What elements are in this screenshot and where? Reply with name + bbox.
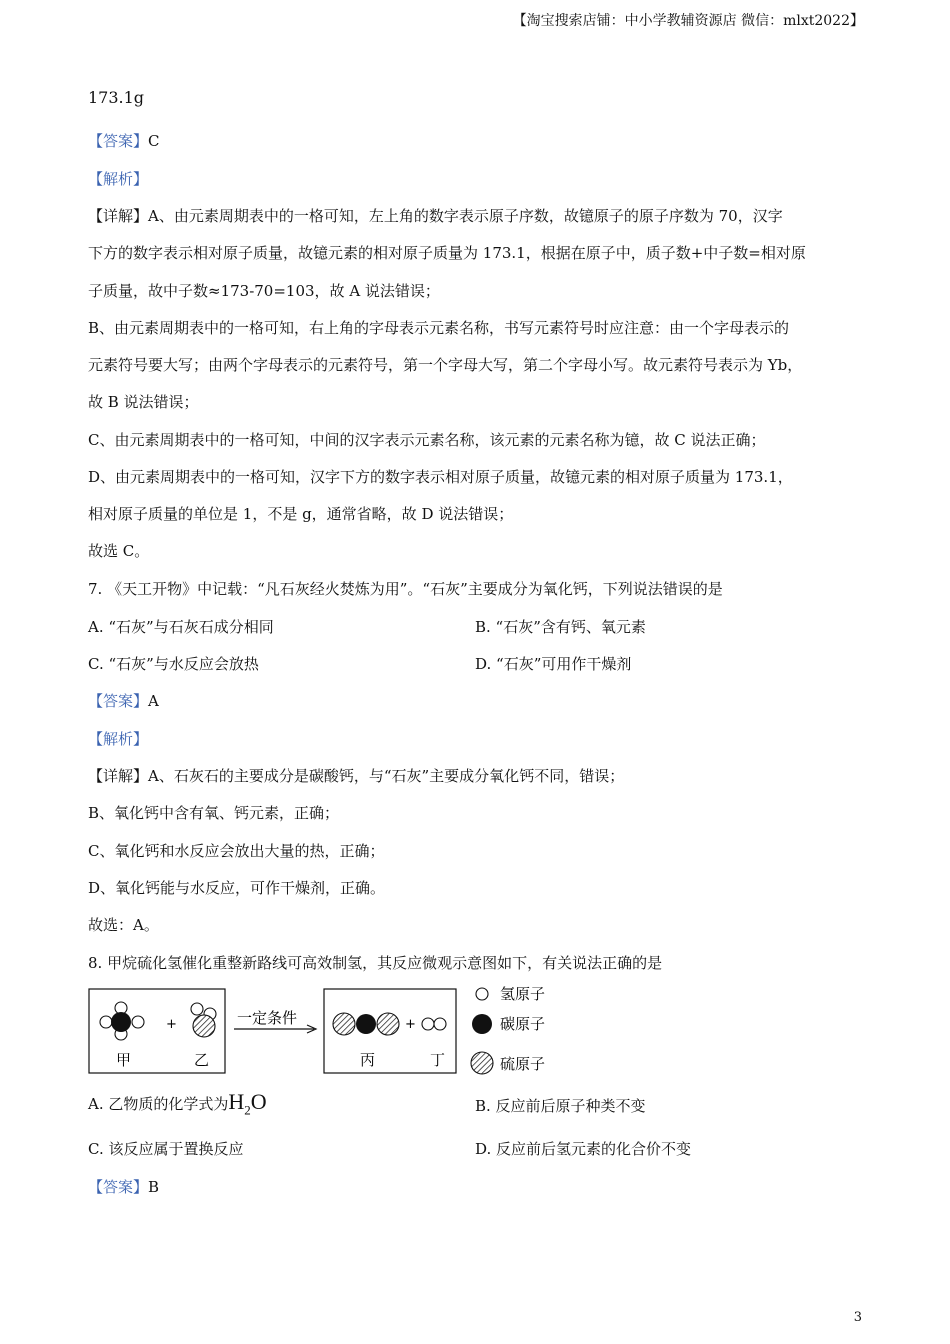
q8-stem: 8. 甲烷硫化氢催化重整新路线可高效制氢，其反应微观示意图如下，有关说法正确的是 [88, 954, 663, 972]
hydrogen-atom-icon [476, 988, 488, 1000]
answer-value: B [148, 1178, 160, 1196]
q7-analysis-tag: 【解析】 [88, 730, 149, 748]
q7-option-a: A. “石灰”与石灰石成分相同 [88, 618, 274, 636]
plus-sign: + [166, 1017, 177, 1032]
q6-detail-line: 故 B 说法错误； [88, 393, 199, 411]
q7-answer [88, 691, 159, 711]
q6-detail-line: D、由元素周期表中的一格可知，汉字下方的数字表示相对原子质量，故镱元素的相对原子质量为 173.1， [88, 468, 793, 486]
answer-tag: 【答案】 [88, 132, 149, 150]
answer-value: A [148, 692, 159, 710]
hydrogen-molecule [422, 1018, 446, 1030]
q6-detail-line: 下方的数字表示相对原子质量，故镱元素的相对原子质量为 173.1，根据在原子中，质子数+中子数=相对原 [88, 244, 806, 262]
q7-option-d: D. “石灰”可用作干燥剂 [475, 655, 632, 673]
hydrogen-sulfide-molecule [191, 1003, 216, 1037]
q6-detail-line: B、由元素周期表中的一格可知，右上角的字母表示元素名称，书写元素符号时应注意：由一个字母表示的 [88, 319, 790, 337]
carbon-disulfide-molecule [333, 1013, 399, 1035]
formula-h: H [228, 1089, 245, 1114]
plus-sign: + [405, 1017, 416, 1032]
q8-answer [88, 1177, 159, 1197]
option-a-text: A. 乙物质的化学式为 [88, 1095, 229, 1113]
q8-option-d: D. 反应前后氢元素的化合价不变 [475, 1140, 692, 1158]
q8-option-b: B. 反应前后原子种类不变 [475, 1097, 646, 1115]
formula-sub: 2 [244, 1102, 251, 1118]
answer-tag: 【答案】 [88, 1178, 149, 1196]
legend-sulfur: 硫原子 [500, 1055, 546, 1073]
methane-molecule [100, 1002, 144, 1040]
detail-tag: 【详解】 [88, 767, 149, 785]
label-jia: 甲 [116, 1051, 132, 1069]
reaction-condition: 一定条件 [237, 1009, 298, 1027]
detail-text: A、由元素周期表中的一格可知，左上角的数字表示原子序数，故镱原子的原子序数为 70，汉字 [148, 207, 783, 225]
q8-option-c: C. 该反应属于置换反应 [88, 1140, 244, 1158]
carbon-atom-icon [472, 1014, 492, 1034]
q6-conclusion: 故选 C。 [88, 542, 150, 560]
q7-stem: 7. 《天工开物》中记载：“凡石灰经火焚炼为用”。“石灰”主要成分为氧化钙，下列说法错误的是 [88, 580, 723, 598]
detail-text: A、石灰石的主要成分是碳酸钙，与“石灰”主要成分氧化钙不同，错误； [148, 767, 625, 785]
q7-detail-line [88, 766, 624, 786]
page-header: 【淘宝搜索店铺：中小学教辅资源店 微信：mlxt2022】 [512, 13, 864, 29]
q6-tail: 173.1g [88, 88, 145, 107]
q7-option-b: B. “石灰”含有钙、氧元素 [475, 618, 646, 636]
q6-answer [88, 131, 160, 151]
q7-option-c: C. “石灰”与水反应会放热 [88, 655, 259, 673]
q7-detail-line: C、氧化钙和水反应会放出大量的热，正确； [88, 842, 385, 860]
h2o-formula [228, 1089, 267, 1118]
formula-o: O [250, 1089, 267, 1114]
q7-detail-line: B、氧化钙中含有氧、钙元素，正确； [88, 804, 340, 822]
answer-value: C [148, 132, 160, 150]
label-ding: 丁 [430, 1051, 446, 1069]
page-number: 3 [853, 1310, 862, 1325]
q8-option-a [88, 1089, 267, 1120]
q6-detail-line: 相对原子质量的单位是 1，不是 g，通常省略，故 D 说法错误； [88, 505, 514, 523]
q6-detail-line: 元素符号要大写；由两个字母表示的元素符号，第一个字母大写，第二个字母小写。故元素符号表示为 Yb， [88, 356, 803, 374]
sulfur-atom-icon [471, 1052, 493, 1074]
answer-tag: 【答案】 [88, 692, 149, 710]
q6-detail-line: C、由元素周期表中的一格可知，中间的汉字表示元素名称，该元素的元素名称为镱，故 C 说法正确； [88, 431, 766, 449]
reaction-diagram [88, 986, 568, 1076]
q7-detail-line: D、氧化钙能与水反应，可作干燥剂，正确。 [88, 879, 386, 897]
q7-conclusion: 故选：A。 [88, 916, 159, 934]
q6-detail-line [88, 206, 783, 226]
detail-tag: 【详解】 [88, 207, 149, 225]
legend-carbon: 碳原子 [500, 1015, 546, 1033]
legend-hydrogen: 氢原子 [500, 986, 546, 1003]
q6-detail-line: 子质量，故中子数≈173-70=103，故 A 说法错误； [88, 282, 440, 300]
q6-analysis-tag: 【解析】 [88, 170, 149, 188]
label-yi: 乙 [194, 1051, 210, 1069]
label-bing: 丙 [360, 1051, 376, 1069]
